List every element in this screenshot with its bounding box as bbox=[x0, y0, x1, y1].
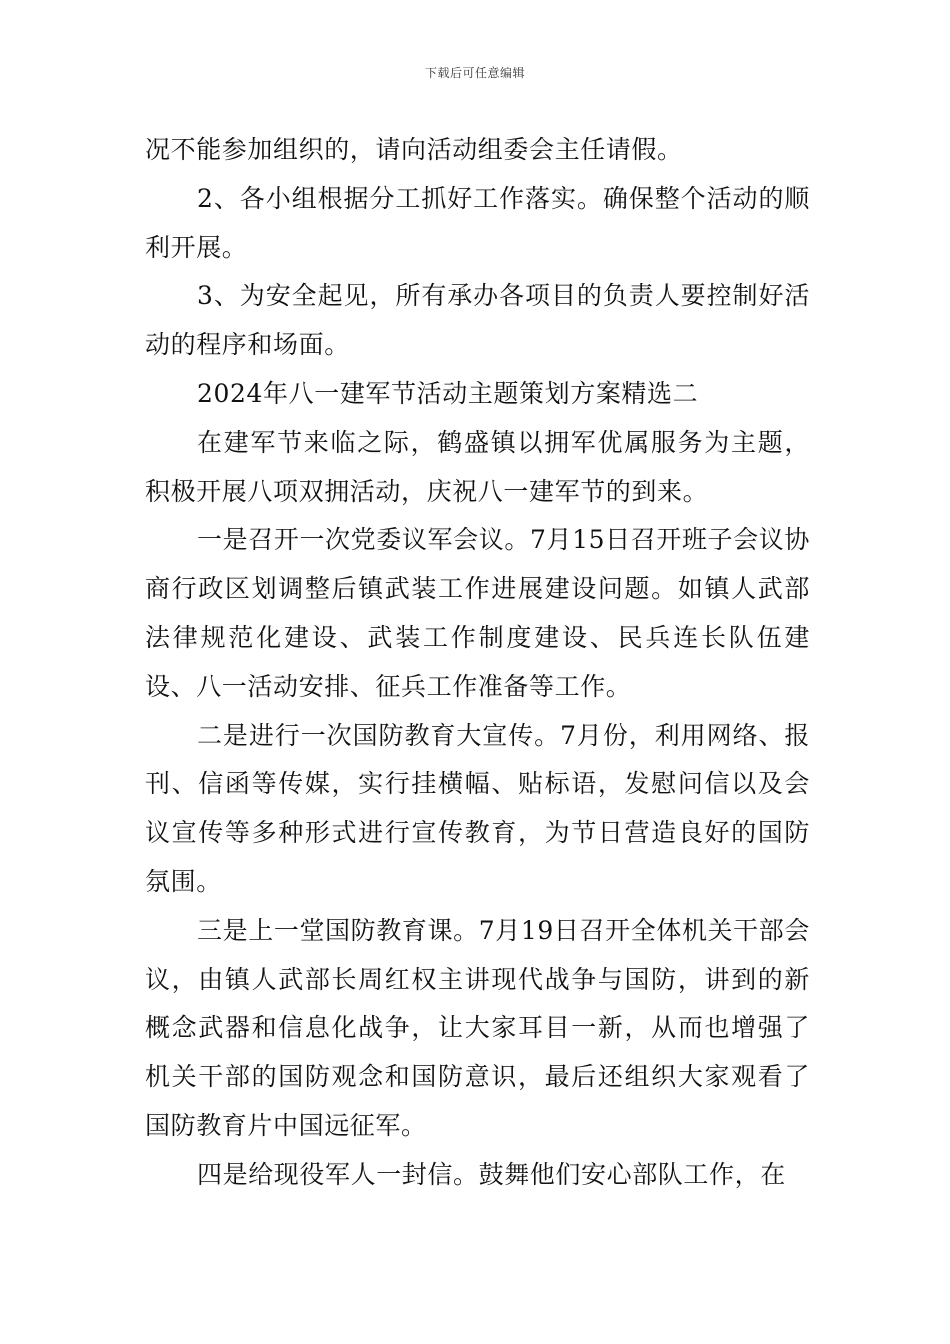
paragraph-8: 三是上一堂国防教育课。7月19日召开全体机关干部会议，由镇人武部长周红权主讲现代战争与国防，讲到的新概念武器和信息化战争，让大家耳目一新，从而也增强了机关干部的国防观念和国防意识，最后还组织大家观看了国防教育片中国远征军。 bbox=[145, 915, 810, 1140]
paragraph-3: 3、为安全起见，所有承办各项目的负责人要控制好活动的程序和场面。 bbox=[145, 281, 810, 360]
paragraph-9: 四是给现役军人一封信。鼓舞他们安心部队工作，在 bbox=[197, 1159, 786, 1189]
paragraph-6: 一是召开一次党委议军会议。7月15日召开班子会议协商行政区划调整后镇武装工作进展建设问题。如镇人武部法律规范化建设、武装工作制度建设、民兵连长队伍建设、八一活动安排、征兵工作准备等工作。 bbox=[145, 525, 810, 701]
section-title: 2024年八一建军节活动主题策划方案精选二 bbox=[197, 378, 699, 408]
page-header: 下载后可任意编辑 bbox=[424, 66, 525, 80]
document-body bbox=[145, 126, 810, 1200]
paragraph-2: 2、各小组根据分工抓好工作落实。确保整个活动的顺利开展。 bbox=[145, 183, 810, 262]
paragraph-1: 况不能参加组织的，请向活动组委会主任请假。 bbox=[145, 135, 683, 164]
paragraph-5: 在建军节来临之际，鹤盛镇以拥军优属服务为主题，积极开展八项双拥活动，庆祝八一建军节的到来。 bbox=[145, 427, 810, 506]
paragraph-7: 二是进行一次国防教育大宣传。7月份，利用网络、报刊、信函等传媒，实行挂横幅、贴标语，发慰问信以及会议宣传等多种形式进行宣传教育，为节日营造良好的国防氛围。 bbox=[145, 720, 810, 896]
